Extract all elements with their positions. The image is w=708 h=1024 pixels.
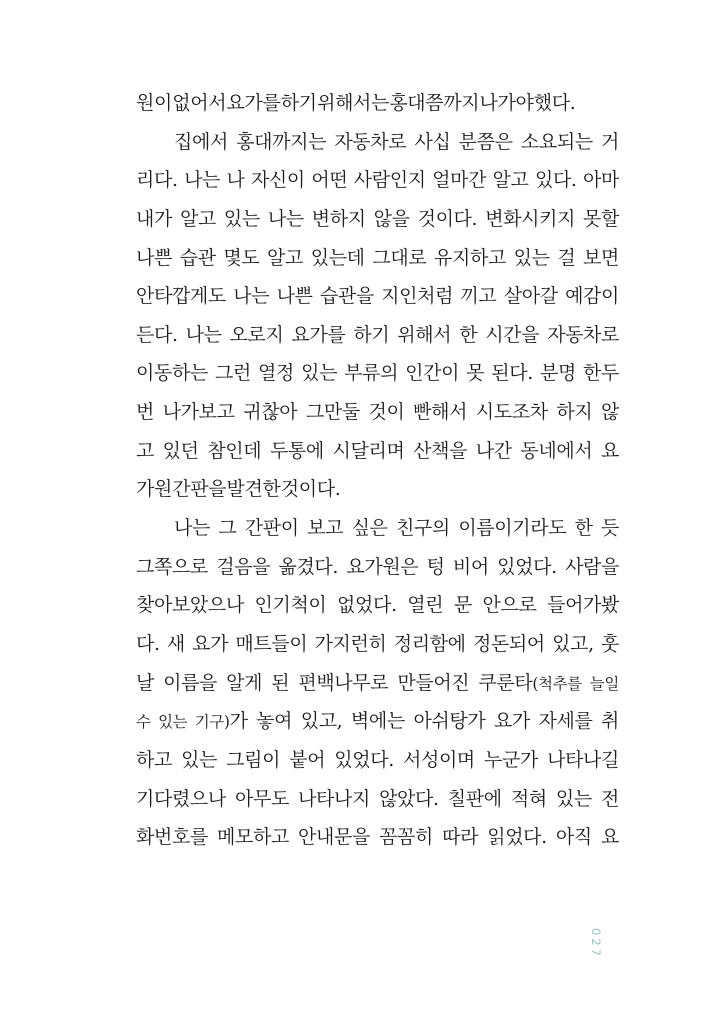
page-number: 027 [589,928,603,959]
text-line [136,354,619,393]
body-text-segment: 그쪽으로 걸음을 옮겼다. 요가원은 텅 비어 있었다. 사람을 [136,555,619,578]
text-line [136,123,619,162]
body-text-segment: 가원 간판을 발견한 것이다. [136,478,341,501]
text-line [136,509,619,548]
text-line [136,548,619,587]
body-text-segment: 이동하는 그런 열정 있는 부류의 인간이 못 된다. 분명 한두 [136,362,619,385]
body-text-segment: 번 나가보고 귀찮아 그만둘 것이 빤해서 시도조차 하지 않 [136,401,619,424]
body-text-segment: 든다. 나는 오로지 요가를 하기 위해서 한 시간을 자동차로 [136,323,619,346]
body-text-segment: 가 놓여 있고, 벽에는 아쉬탕가 요가 자세를 취 [229,710,619,733]
text-line [136,741,619,780]
text-line [136,393,619,432]
body-text-segment: 내가 알고 있는 나는 변하지 않을 것이다. 변화시키지 못할 [136,207,619,230]
body-text-segment: 다. 새 요가 매트들이 가지런히 정리함에 정돈되어 있고, 훗 [136,632,619,655]
text-line [136,239,619,278]
text-line [136,780,619,819]
page-text [136,84,619,857]
body-text-segment: 날 이름을 알게 된 편백나무로 만들어진 쿠룬타 [136,671,533,694]
text-line [136,277,619,316]
body-text-segment: 고 있던 참인데 두통에 시달리며 산책을 나간 동네에서 요 [136,439,619,462]
inline-annotation-text: (척추를 늘일 [532,674,619,693]
body-text-segment: 나쁜 습관 몇도 알고 있는데 그대로 유지하고 있는 걸 보면 [136,246,619,269]
text-line [136,625,619,664]
text-line [136,586,619,625]
body-text-segment: 원이 없어서 요가를 하기 위해서는 홍대쯤까지 나가야 했다. [136,92,576,114]
body-text-segment: 하고 있는 그림이 붙어 있었다. 서성이며 누군가 나타나길 [136,748,619,771]
inline-annotation-text: 수 있는 기구) [136,713,230,732]
text-line [136,200,619,239]
text-line [136,818,619,857]
body-text-segment: 집에서 홍대까지는 자동차로 사십 분쯤은 소요되는 거 [174,130,619,153]
text-line [136,702,619,741]
body-text-segment: 기다렸으나 아무도 나타나지 않았다. 칠판에 적혀 있는 전 [136,787,619,810]
body-text-segment: 나는 그 간판이 보고 싶은 친구의 이름이기라도 한 듯 [174,517,619,540]
body-text-segment: 화번호를 메모하고 안내문을 꼼꼼히 따라 읽었다. 아직 요 [136,826,619,849]
text-line [136,432,619,471]
body-text-segment: 찾아보았으나 인기척이 없었다. 열린 문 안으로 들어가봤 [136,594,619,617]
text-line [136,316,619,355]
text-line [136,470,619,509]
text-line [136,161,619,200]
body-text-segment: 리다. 나는 나 자신이 어떤 사람인지 얼마간 알고 있다. 아마 [136,169,619,192]
text-line [136,664,619,703]
body-text-segment: 안타깝게도 나는 나쁜 습관을 지인처럼 끼고 살아갈 예감이 [136,285,619,308]
text-line [136,84,619,123]
